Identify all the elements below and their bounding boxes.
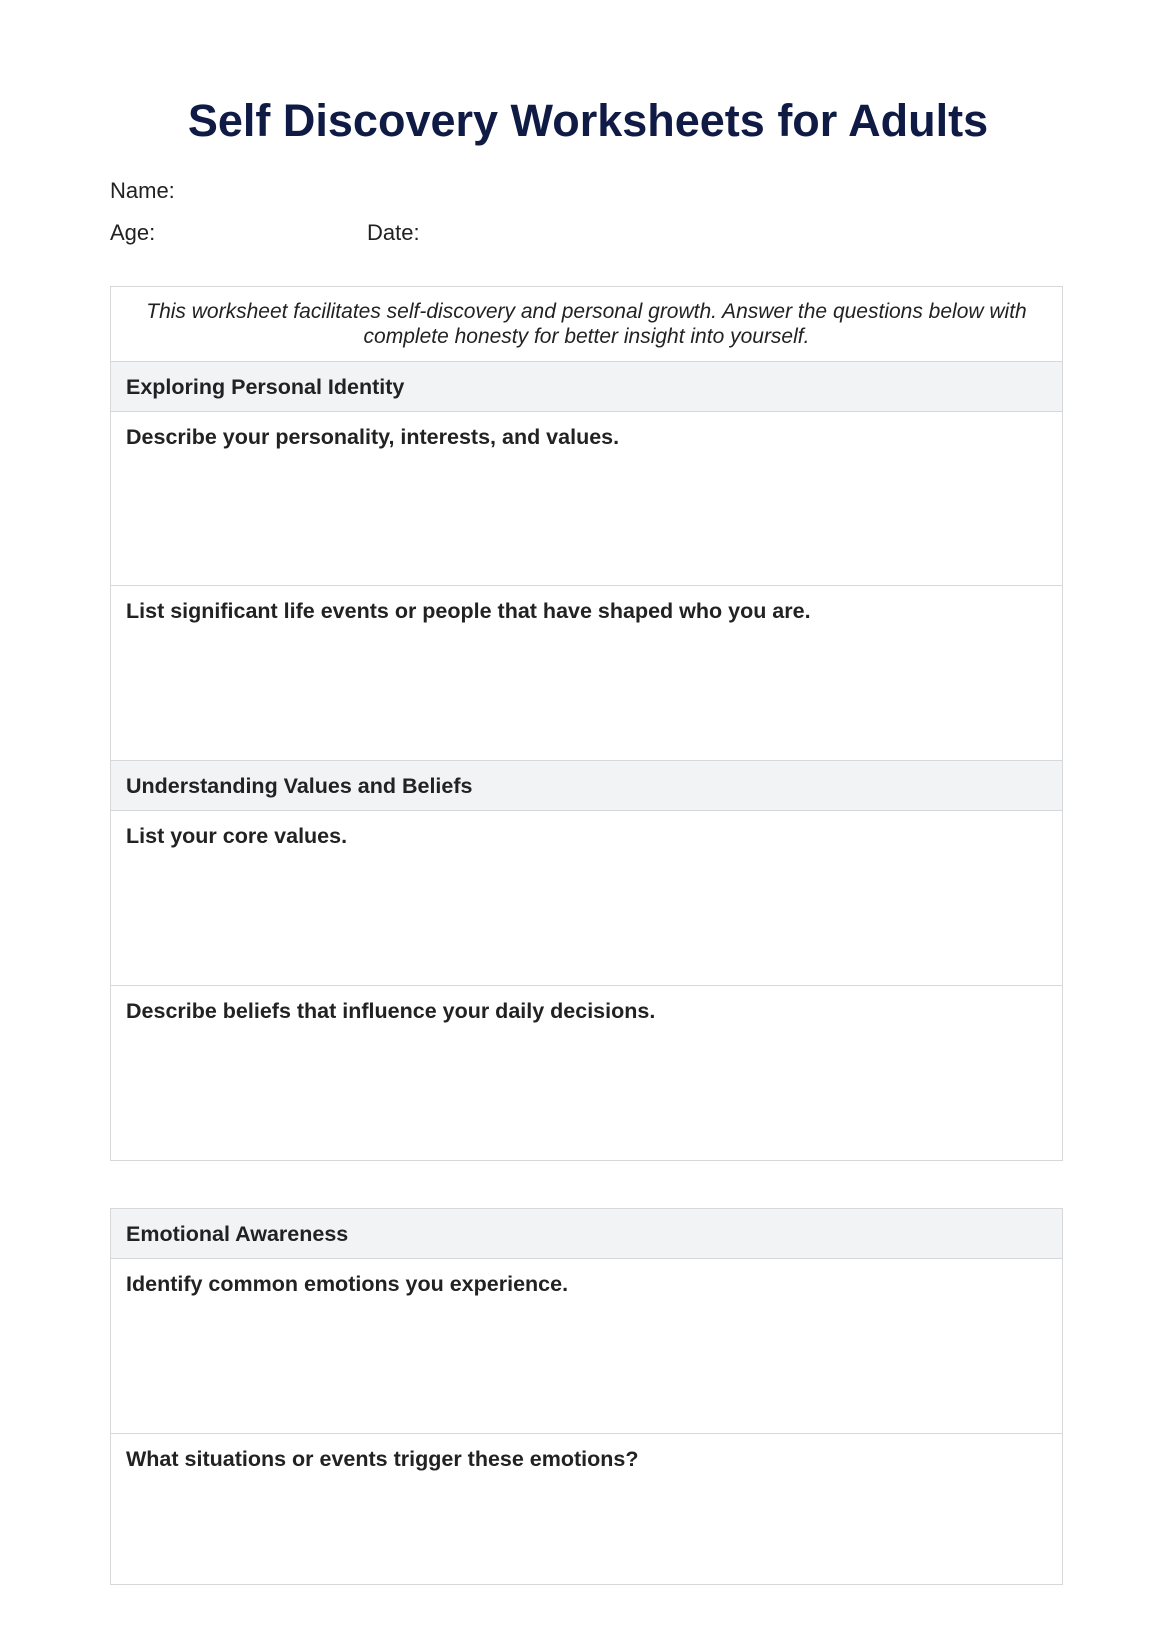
section-header-personal-identity: Exploring Personal Identity (111, 362, 1062, 412)
intro-text: This worksheet facilitates self-discovery and personal growth. Answer the questions below with complete honesty for better insight into yourself. (111, 287, 1062, 362)
age-field[interactable]: Age: (110, 220, 156, 245)
question-core-values[interactable]: List your core values. (111, 811, 1062, 986)
question-emotion-triggers[interactable]: What situations or events trigger these emotions? (126, 1447, 639, 1471)
worksheet-table-2 (110, 1208, 1063, 1585)
name-field[interactable]: Name: (110, 178, 175, 203)
page-title: Self Discovery Worksheets for Adults (187, 95, 989, 146)
worksheet-table-1 (110, 286, 1063, 1161)
question-common-emotions[interactable]: Identify common emotions you experience. (111, 1259, 1062, 1434)
section-header-values-beliefs: Understanding Values and Beliefs (111, 761, 1062, 811)
section-header-emotional-awareness: Emotional Awareness (111, 1209, 1062, 1259)
date-field[interactable]: Date: (367, 220, 420, 245)
question-beliefs[interactable]: Describe beliefs that influence your daily decisions. (126, 999, 656, 1023)
question-life-events[interactable]: List significant life events or people that have shaped who you are. (111, 586, 1062, 761)
question-personality[interactable]: Describe your personality, interests, and values. (111, 412, 1062, 586)
